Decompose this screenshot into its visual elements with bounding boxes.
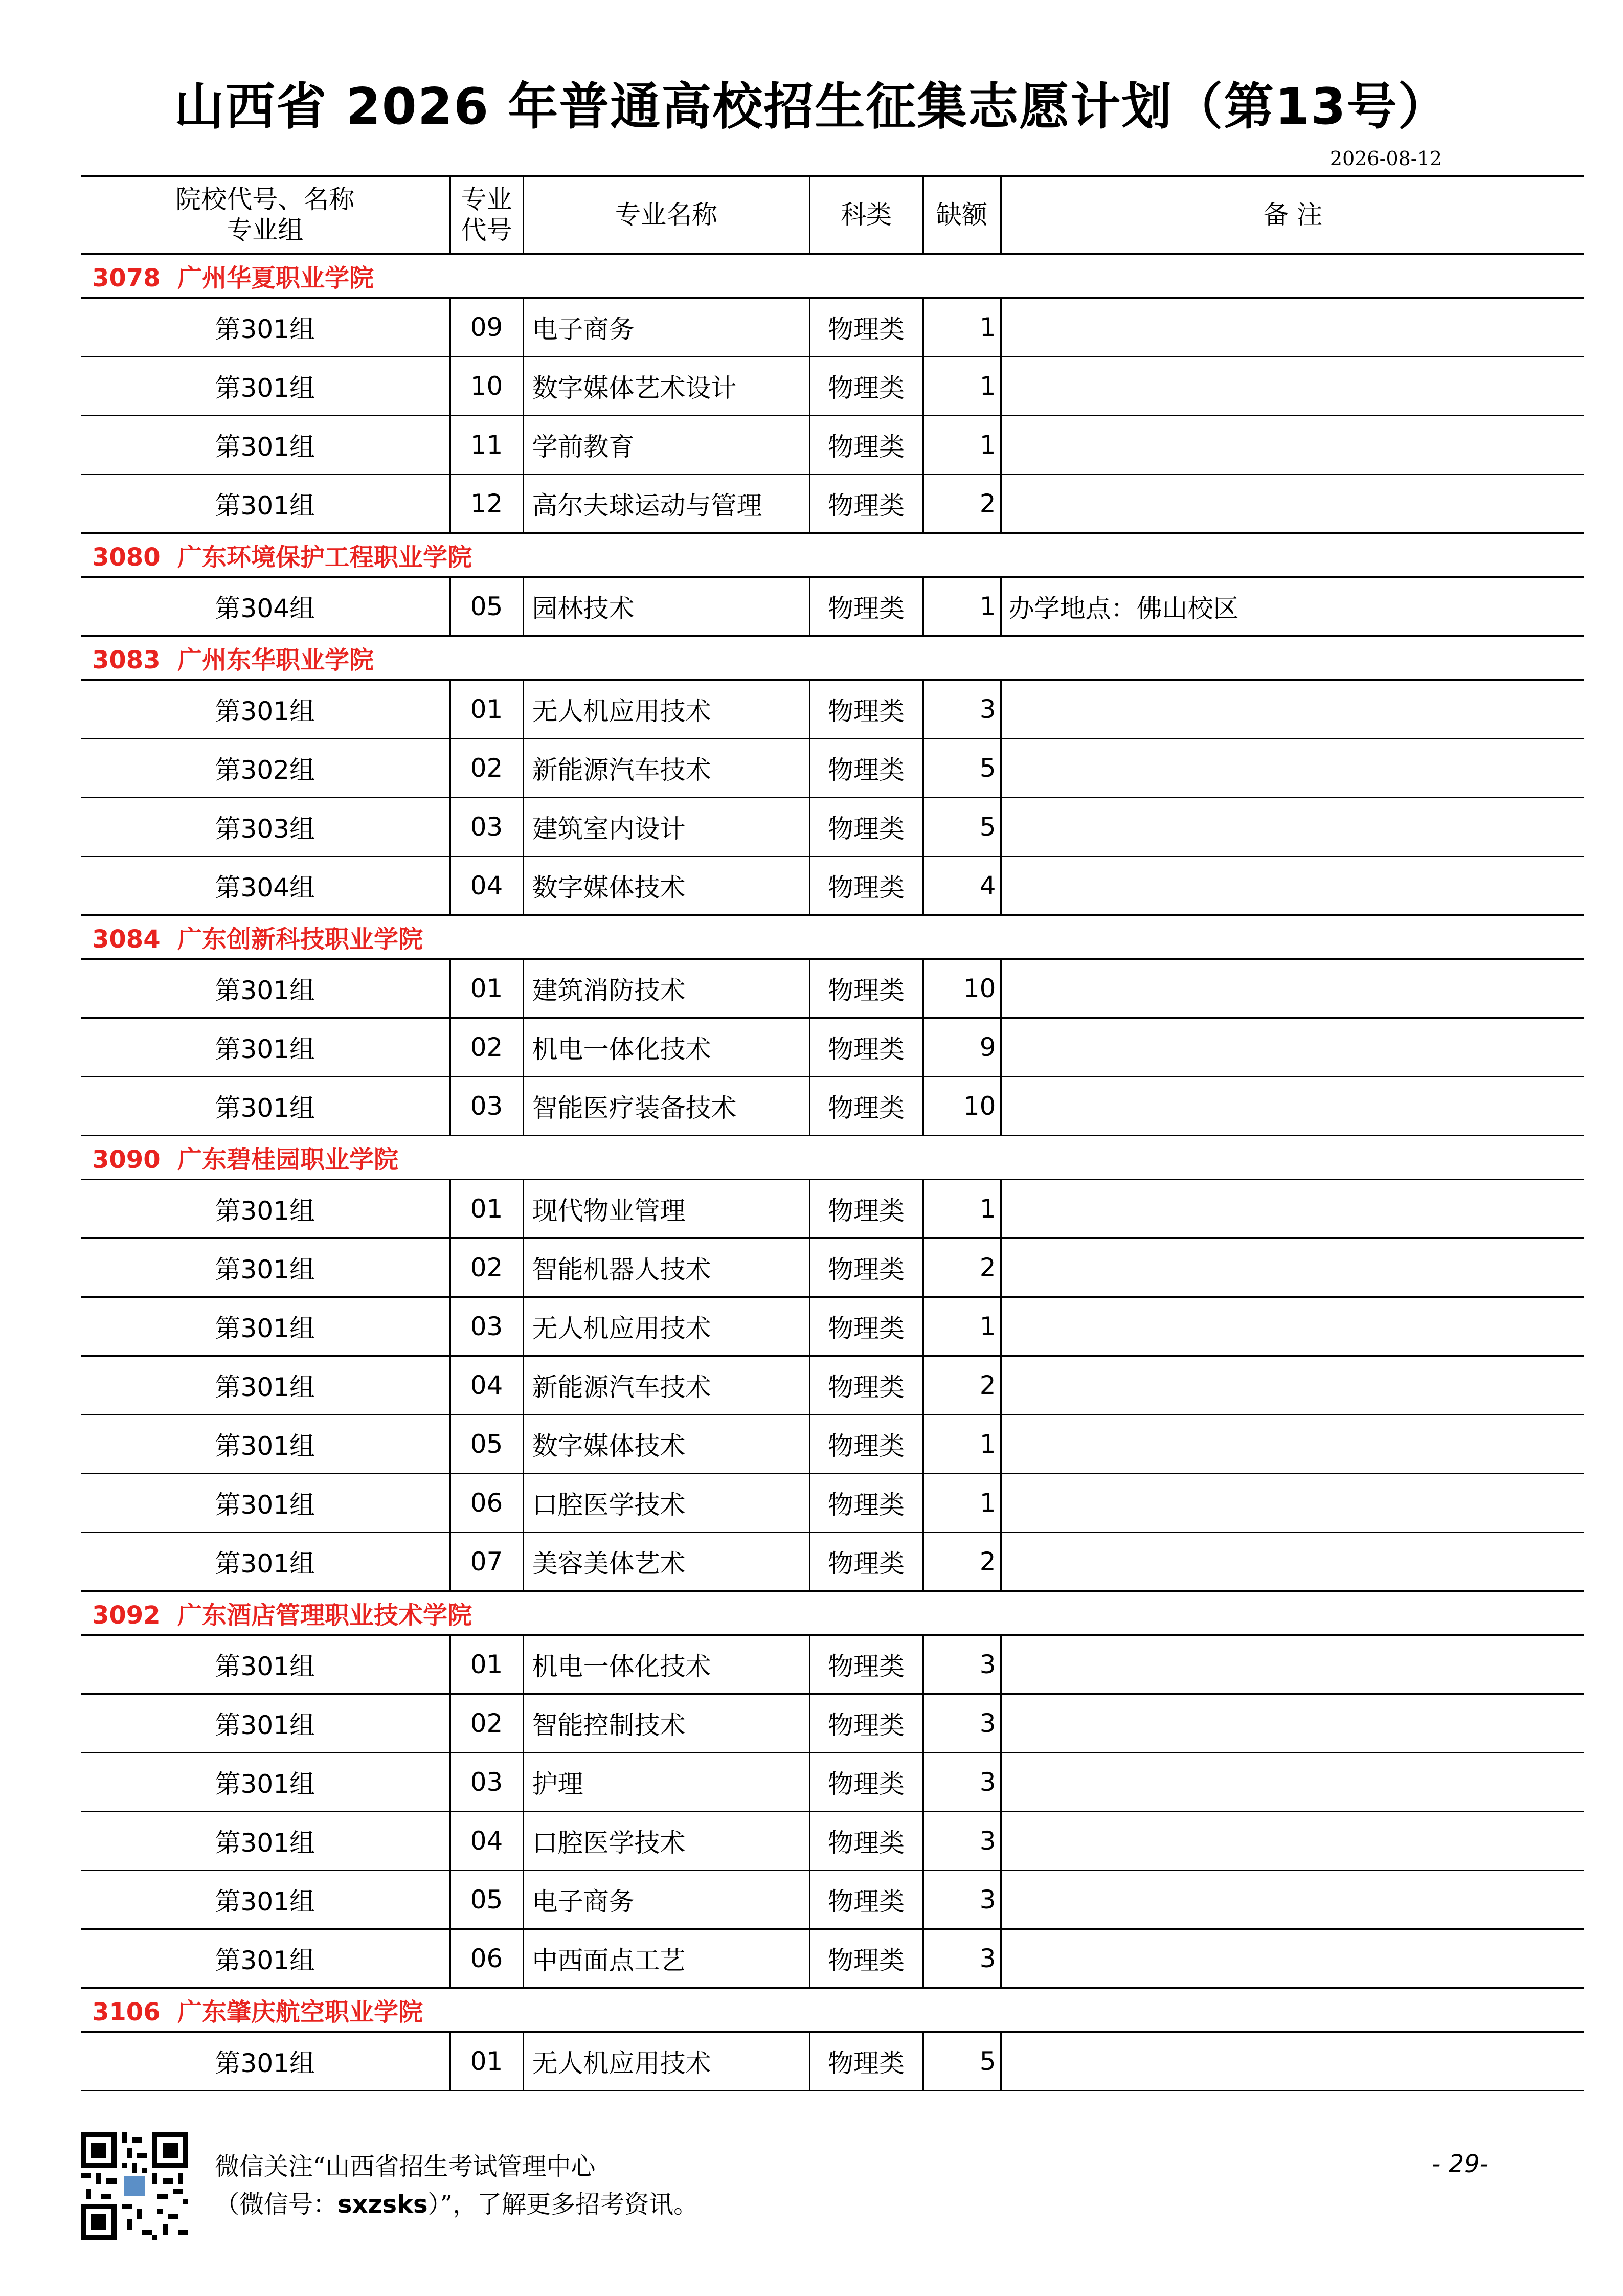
school-header-row (81, 915, 1584, 959)
major-name-cell: 数字媒体技术 (523, 857, 809, 915)
vacancy-cell: 1 (923, 1415, 1001, 1474)
major-code-cell: 01 (450, 1635, 523, 1694)
remarks-cell (1001, 1635, 1584, 1694)
footer-line-1: 微信关注“山西省招生考试管理中心 (215, 2152, 596, 2181)
table-row (81, 1415, 1584, 1474)
major-name-cell: 现代物业管理 (523, 1180, 809, 1239)
table-row (81, 798, 1584, 857)
remarks-cell (1001, 1929, 1584, 1988)
group-cell: 第301组 (81, 1812, 450, 1871)
vacancy-cell: 3 (923, 1635, 1001, 1694)
major-name-cell: 机电一体化技术 (523, 1018, 809, 1077)
major-name-cell: 高尔夫球运动与管理 (523, 475, 809, 533)
group-cell: 第301组 (81, 1297, 450, 1356)
remarks-cell (1001, 475, 1584, 533)
table-row (81, 577, 1584, 636)
remarks-cell (1001, 1018, 1584, 1077)
group-cell: 第301组 (81, 1077, 450, 1136)
major-code-cell: 02 (450, 1239, 523, 1297)
group-cell: 第301组 (81, 1180, 450, 1239)
major-name-cell: 口腔医学技术 (523, 1812, 809, 1871)
remarks-cell (1001, 1533, 1584, 1591)
major-code-cell: 04 (450, 1356, 523, 1415)
group-cell: 第301组 (81, 1474, 450, 1533)
major-name-cell: 园林技术 (523, 577, 809, 636)
school-title (81, 636, 1584, 680)
category-cell: 物理类 (809, 1533, 923, 1591)
category-cell: 物理类 (809, 1239, 923, 1297)
remarks-cell (1001, 1871, 1584, 1929)
document-title: 山西省 2026 年普通高校招生征集志愿计划（第13号） (174, 78, 1449, 136)
vacancy-cell: 2 (923, 1356, 1001, 1415)
vacancy-cell: 5 (923, 739, 1001, 798)
group-cell: 第301组 (81, 1929, 450, 1988)
school-header-row (81, 533, 1584, 577)
header-major-code: 专业 代号 (450, 176, 523, 254)
category-cell: 物理类 (809, 798, 923, 857)
major-name-cell: 无人机应用技术 (523, 680, 809, 739)
major-code-cell: 09 (450, 298, 523, 357)
group-cell: 第301组 (81, 1018, 450, 1077)
major-code-cell: 04 (450, 1812, 523, 1871)
category-cell: 物理类 (809, 357, 923, 416)
major-name-cell: 建筑室内设计 (523, 798, 809, 857)
school-header-row (81, 636, 1584, 680)
school-title (81, 915, 1584, 959)
vacancy-cell: 10 (923, 959, 1001, 1018)
category-cell: 物理类 (809, 1929, 923, 1988)
category-cell: 物理类 (809, 577, 923, 636)
group-cell: 第303组 (81, 798, 450, 857)
school-name: 广州东华职业学院 (177, 646, 374, 674)
major-code-cell: 06 (450, 1474, 523, 1533)
major-name-cell: 中西面点工艺 (523, 1929, 809, 1988)
remarks-cell (1001, 798, 1584, 857)
table-row (81, 1929, 1584, 1988)
school-header-row (81, 1591, 1584, 1635)
category-cell: 物理类 (809, 959, 923, 1018)
vacancy-cell: 3 (923, 680, 1001, 739)
table-row (81, 1077, 1584, 1136)
category-cell: 物理类 (809, 1871, 923, 1929)
major-code-cell: 11 (450, 416, 523, 475)
category-cell: 物理类 (809, 1356, 923, 1415)
category-cell: 物理类 (809, 857, 923, 915)
remarks-cell (1001, 1753, 1584, 1812)
group-cell: 第301组 (81, 416, 450, 475)
table-row (81, 475, 1584, 533)
vacancy-cell: 1 (923, 577, 1001, 636)
category-cell: 物理类 (809, 1077, 923, 1136)
footer-note (215, 2148, 698, 2223)
remarks-cell (1001, 739, 1584, 798)
category-cell: 物理类 (809, 298, 923, 357)
major-code-cell: 05 (450, 1871, 523, 1929)
table-row (81, 1871, 1584, 1929)
remarks-cell (1001, 1415, 1584, 1474)
category-cell: 物理类 (809, 1694, 923, 1753)
category-cell: 物理类 (809, 1812, 923, 1871)
vacancy-cell: 1 (923, 298, 1001, 357)
major-name-cell: 数字媒体技术 (523, 1415, 809, 1474)
category-cell: 物理类 (809, 680, 923, 739)
remarks-cell (1001, 357, 1584, 416)
vacancy-cell: 3 (923, 1812, 1001, 1871)
major-name-cell: 智能控制技术 (523, 1694, 809, 1753)
major-name-cell: 智能医疗装备技术 (523, 1077, 809, 1136)
table-row (81, 298, 1584, 357)
table-row (81, 357, 1584, 416)
category-cell: 物理类 (809, 2032, 923, 2091)
school-title (81, 1591, 1584, 1635)
wechat-id: sxzsks (337, 2190, 428, 2219)
vacancy-cell: 2 (923, 1533, 1001, 1591)
vacancy-cell: 10 (923, 1077, 1001, 1136)
vacancy-cell: 5 (923, 798, 1001, 857)
category-cell: 物理类 (809, 739, 923, 798)
school-code: 3083 (92, 646, 161, 674)
remarks-cell (1001, 959, 1584, 1018)
school-code: 3090 (92, 1145, 161, 1174)
school-name: 广东碧桂园职业学院 (177, 1145, 399, 1174)
major-code-cell: 10 (450, 357, 523, 416)
table-row (81, 1635, 1584, 1694)
vacancy-cell: 2 (923, 475, 1001, 533)
group-cell: 第301组 (81, 298, 450, 357)
school-name: 广东创新科技职业学院 (177, 925, 423, 954)
school-header-row (81, 1136, 1584, 1180)
major-name-cell: 建筑消防技术 (523, 959, 809, 1018)
table-row (81, 1297, 1584, 1356)
table-row (81, 1180, 1584, 1239)
remarks-cell (1001, 1239, 1584, 1297)
school-title (81, 1136, 1584, 1180)
group-cell: 第301组 (81, 1694, 450, 1753)
header-major-name: 专业名称 (523, 176, 809, 254)
table-body (81, 254, 1584, 2091)
group-cell: 第301组 (81, 2032, 450, 2091)
vacancy-cell: 2 (923, 1239, 1001, 1297)
page-number: - 29- (1432, 2150, 1489, 2178)
major-code-cell: 01 (450, 2032, 523, 2091)
vacancy-cell: 1 (923, 1297, 1001, 1356)
table-row (81, 2032, 1584, 2091)
group-cell: 第301组 (81, 1415, 450, 1474)
major-name-cell: 学前教育 (523, 416, 809, 475)
table-row (81, 1356, 1584, 1415)
school-title (81, 254, 1584, 298)
enrollment-plan-table (81, 175, 1584, 2091)
group-cell: 第301组 (81, 475, 450, 533)
category-cell: 物理类 (809, 416, 923, 475)
major-name-cell: 机电一体化技术 (523, 1635, 809, 1694)
major-name-cell: 新能源汽车技术 (523, 739, 809, 798)
remarks-cell (1001, 1180, 1584, 1239)
category-cell: 物理类 (809, 1018, 923, 1077)
table-row (81, 857, 1584, 915)
group-cell: 第301组 (81, 680, 450, 739)
table-row (81, 1812, 1584, 1871)
major-name-cell: 电子商务 (523, 1871, 809, 1929)
major-name-cell: 无人机应用技术 (523, 1297, 809, 1356)
table-row (81, 1239, 1584, 1297)
header-vacancy: 缺额 (923, 176, 1001, 254)
remarks-cell (1001, 298, 1584, 357)
vacancy-cell: 3 (923, 1871, 1001, 1929)
group-cell: 第301组 (81, 1753, 450, 1812)
group-cell: 第301组 (81, 1871, 450, 1929)
category-cell: 物理类 (809, 475, 923, 533)
major-name-cell: 电子商务 (523, 298, 809, 357)
qr-code-icon (81, 2132, 188, 2240)
remarks-cell: 办学地点：佛山校区 (1001, 577, 1584, 636)
group-cell: 第301组 (81, 959, 450, 1018)
major-code-cell: 01 (450, 680, 523, 739)
category-cell: 物理类 (809, 1474, 923, 1533)
school-name: 广州华夏职业学院 (177, 264, 374, 292)
major-name-cell: 无人机应用技术 (523, 2032, 809, 2091)
remarks-cell (1001, 1356, 1584, 1415)
header-school-group: 院校代号、名称 专业组 (81, 176, 450, 254)
group-cell: 第301组 (81, 1533, 450, 1591)
table-row (81, 1474, 1584, 1533)
group-cell: 第301组 (81, 357, 450, 416)
school-title (81, 1988, 1584, 2032)
group-cell: 第304组 (81, 857, 450, 915)
header-category: 科类 (809, 176, 923, 254)
school-code: 3078 (92, 264, 161, 292)
remarks-cell (1001, 1474, 1584, 1533)
major-code-cell: 02 (450, 1018, 523, 1077)
category-cell: 物理类 (809, 1297, 923, 1356)
major-code-cell: 01 (450, 1180, 523, 1239)
major-code-cell: 03 (450, 798, 523, 857)
school-header-row (81, 1988, 1584, 2032)
major-code-cell: 06 (450, 1929, 523, 1988)
school-name: 广东肇庆航空职业学院 (177, 1998, 423, 2027)
table-row (81, 1753, 1584, 1812)
table-row (81, 959, 1584, 1018)
table-row (81, 416, 1584, 475)
major-name-cell: 数字媒体艺术设计 (523, 357, 809, 416)
table-row (81, 680, 1584, 739)
document-date: 2026-08-12 (1329, 147, 1442, 170)
vacancy-cell: 1 (923, 1474, 1001, 1533)
header-remarks: 备 注 (1001, 176, 1584, 254)
major-code-cell: 02 (450, 1694, 523, 1753)
remarks-cell (1001, 1694, 1584, 1753)
remarks-cell (1001, 1077, 1584, 1136)
major-code-cell: 04 (450, 857, 523, 915)
table-row (81, 739, 1584, 798)
major-code-cell: 12 (450, 475, 523, 533)
footer-line-2: （微信号：sxzsks）”，了解更多招考资讯。 (215, 2190, 698, 2219)
group-cell: 第302组 (81, 739, 450, 798)
school-code: 3106 (92, 1998, 161, 2027)
category-cell: 物理类 (809, 1753, 923, 1812)
major-name-cell: 护理 (523, 1753, 809, 1812)
school-title (81, 533, 1584, 577)
group-cell: 第301组 (81, 1239, 450, 1297)
major-name-cell: 口腔医学技术 (523, 1474, 809, 1533)
major-code-cell: 05 (450, 577, 523, 636)
vacancy-cell: 5 (923, 2032, 1001, 2091)
category-cell: 物理类 (809, 1635, 923, 1694)
remarks-cell (1001, 857, 1584, 915)
school-header-row (81, 254, 1584, 298)
school-name: 广东环境保护工程职业学院 (177, 543, 472, 572)
vacancy-cell: 1 (923, 416, 1001, 475)
school-code: 3080 (92, 543, 161, 572)
group-cell: 第301组 (81, 1356, 450, 1415)
major-code-cell: 03 (450, 1297, 523, 1356)
group-cell: 第304组 (81, 577, 450, 636)
table-row (81, 1018, 1584, 1077)
vacancy-cell: 1 (923, 1180, 1001, 1239)
table-header-row (81, 176, 1584, 254)
remarks-cell (1001, 680, 1584, 739)
remarks-cell (1001, 1297, 1584, 1356)
major-code-cell: 05 (450, 1415, 523, 1474)
table-row (81, 1533, 1584, 1591)
category-cell: 物理类 (809, 1180, 923, 1239)
vacancy-cell: 1 (923, 357, 1001, 416)
major-name-cell: 美容美体艺术 (523, 1533, 809, 1591)
category-cell: 物理类 (809, 1415, 923, 1474)
vacancy-cell: 9 (923, 1018, 1001, 1077)
major-code-cell: 03 (450, 1753, 523, 1812)
major-name-cell: 智能机器人技术 (523, 1239, 809, 1297)
remarks-cell (1001, 2032, 1584, 2091)
major-code-cell: 03 (450, 1077, 523, 1136)
major-code-cell: 01 (450, 959, 523, 1018)
remarks-cell (1001, 1812, 1584, 1871)
school-code: 3092 (92, 1601, 161, 1630)
school-code: 3084 (92, 925, 161, 954)
vacancy-cell: 3 (923, 1929, 1001, 1988)
remarks-cell (1001, 416, 1584, 475)
vacancy-cell: 4 (923, 857, 1001, 915)
major-name-cell: 新能源汽车技术 (523, 1356, 809, 1415)
group-cell: 第301组 (81, 1635, 450, 1694)
major-code-cell: 07 (450, 1533, 523, 1591)
major-code-cell: 02 (450, 739, 523, 798)
vacancy-cell: 3 (923, 1694, 1001, 1753)
table-row (81, 1694, 1584, 1753)
vacancy-cell: 3 (923, 1753, 1001, 1812)
school-name: 广东酒店管理职业技术学院 (177, 1601, 472, 1630)
